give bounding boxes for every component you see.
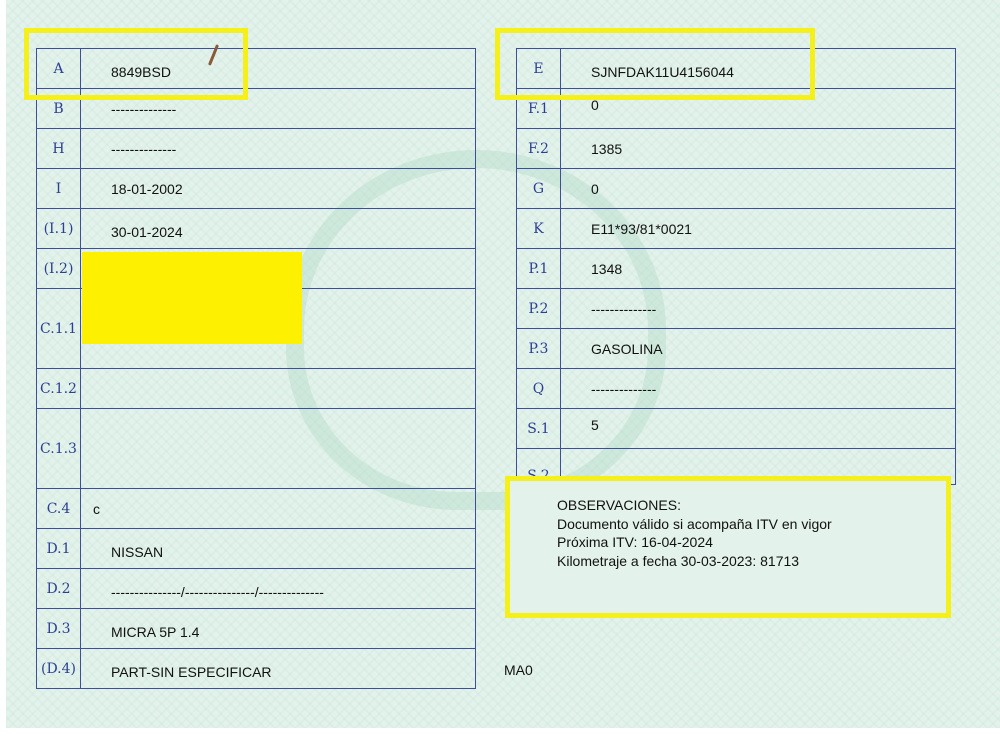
- table-row: [517, 409, 956, 449]
- field-code: (I.2): [37, 249, 81, 289]
- observations-line: Próxima ITV: 16-04-2024: [557, 534, 713, 550]
- table-row: [517, 249, 956, 289]
- field-code: S.1: [517, 409, 561, 449]
- field-value: 1385: [561, 129, 956, 169]
- field-value: --------------: [81, 129, 476, 169]
- field-value: --------------: [561, 369, 956, 409]
- table-row: [37, 569, 476, 609]
- footer-code: MA0: [504, 662, 533, 678]
- field-code: D.2: [37, 569, 81, 609]
- field-value: SJNFDAK11U4156044: [561, 49, 956, 89]
- observations-line: Kilometraje a fecha 30-03-2023: 81713: [557, 552, 800, 569]
- field-code: B: [37, 89, 81, 129]
- field-code: H: [37, 129, 81, 169]
- table-row: [37, 489, 476, 529]
- field-code: I: [37, 169, 81, 209]
- table-row: [37, 409, 476, 489]
- table-row: [37, 169, 476, 209]
- field-value: PART-SIN ESPECIFICAR: [81, 649, 476, 689]
- left-field-table: [36, 48, 476, 689]
- field-value: 18-01-2002: [81, 169, 476, 209]
- table-row: [37, 89, 476, 129]
- field-code: D.3: [37, 609, 81, 649]
- field-value: GASOLINA: [561, 329, 956, 369]
- field-code: F.1: [517, 89, 561, 129]
- field-code: Q: [517, 369, 561, 409]
- table-row: [517, 89, 956, 129]
- table-row: [37, 649, 476, 689]
- field-code: C.1.2: [37, 369, 81, 409]
- field-code: P.2: [517, 289, 561, 329]
- field-code: (I.1): [37, 209, 81, 249]
- field-code: G: [517, 169, 561, 209]
- table-row: [37, 369, 476, 409]
- field-value: 0: [561, 89, 956, 129]
- table-row: [517, 369, 956, 409]
- field-value: MICRA 5P 1.4: [81, 609, 476, 649]
- field-code: (D.4): [37, 649, 81, 689]
- table-row: [517, 49, 956, 89]
- field-value: 30-01-2024: [81, 209, 476, 249]
- field-value: --------------: [81, 89, 476, 129]
- table-row: [517, 129, 956, 169]
- field-value: c: [81, 489, 476, 529]
- field-value: [81, 409, 476, 489]
- observations-text: [557, 496, 937, 570]
- field-value: E11*93/81*0021: [561, 209, 956, 249]
- field-value: [81, 369, 476, 409]
- right-field-table: [516, 48, 956, 485]
- field-code: D.1: [37, 529, 81, 569]
- redaction-block: [82, 252, 302, 344]
- table-row: [517, 169, 956, 209]
- table-row: [37, 129, 476, 169]
- table-row: [37, 609, 476, 649]
- observations-heading: OBSERVACIONES:: [557, 497, 681, 513]
- table-row: [37, 49, 476, 89]
- field-code: F.2: [517, 129, 561, 169]
- field-value: 1348: [561, 249, 956, 289]
- field-code: P.1: [517, 249, 561, 289]
- field-value: 8849BSD: [81, 49, 476, 89]
- table-row: [37, 529, 476, 569]
- field-value: ---------------/---------------/--------------: [81, 569, 476, 609]
- field-code: C.4: [37, 489, 81, 529]
- table-row: [517, 329, 956, 369]
- field-value: --------------: [561, 289, 956, 329]
- field-code: E: [517, 49, 561, 89]
- observations-line: Documento válido si acompaña ITV en vigor: [557, 515, 832, 532]
- field-code: K: [517, 209, 561, 249]
- field-code: A: [37, 49, 81, 89]
- field-code: P.3: [517, 329, 561, 369]
- field-code: C.1.3: [37, 409, 81, 489]
- field-value: 0: [561, 169, 956, 209]
- table-row: [517, 289, 956, 329]
- table-row: [37, 209, 476, 249]
- field-code: C.1.1: [37, 289, 81, 369]
- field-value: 5: [561, 409, 956, 449]
- field-value: NISSAN: [81, 529, 476, 569]
- table-row: [517, 209, 956, 249]
